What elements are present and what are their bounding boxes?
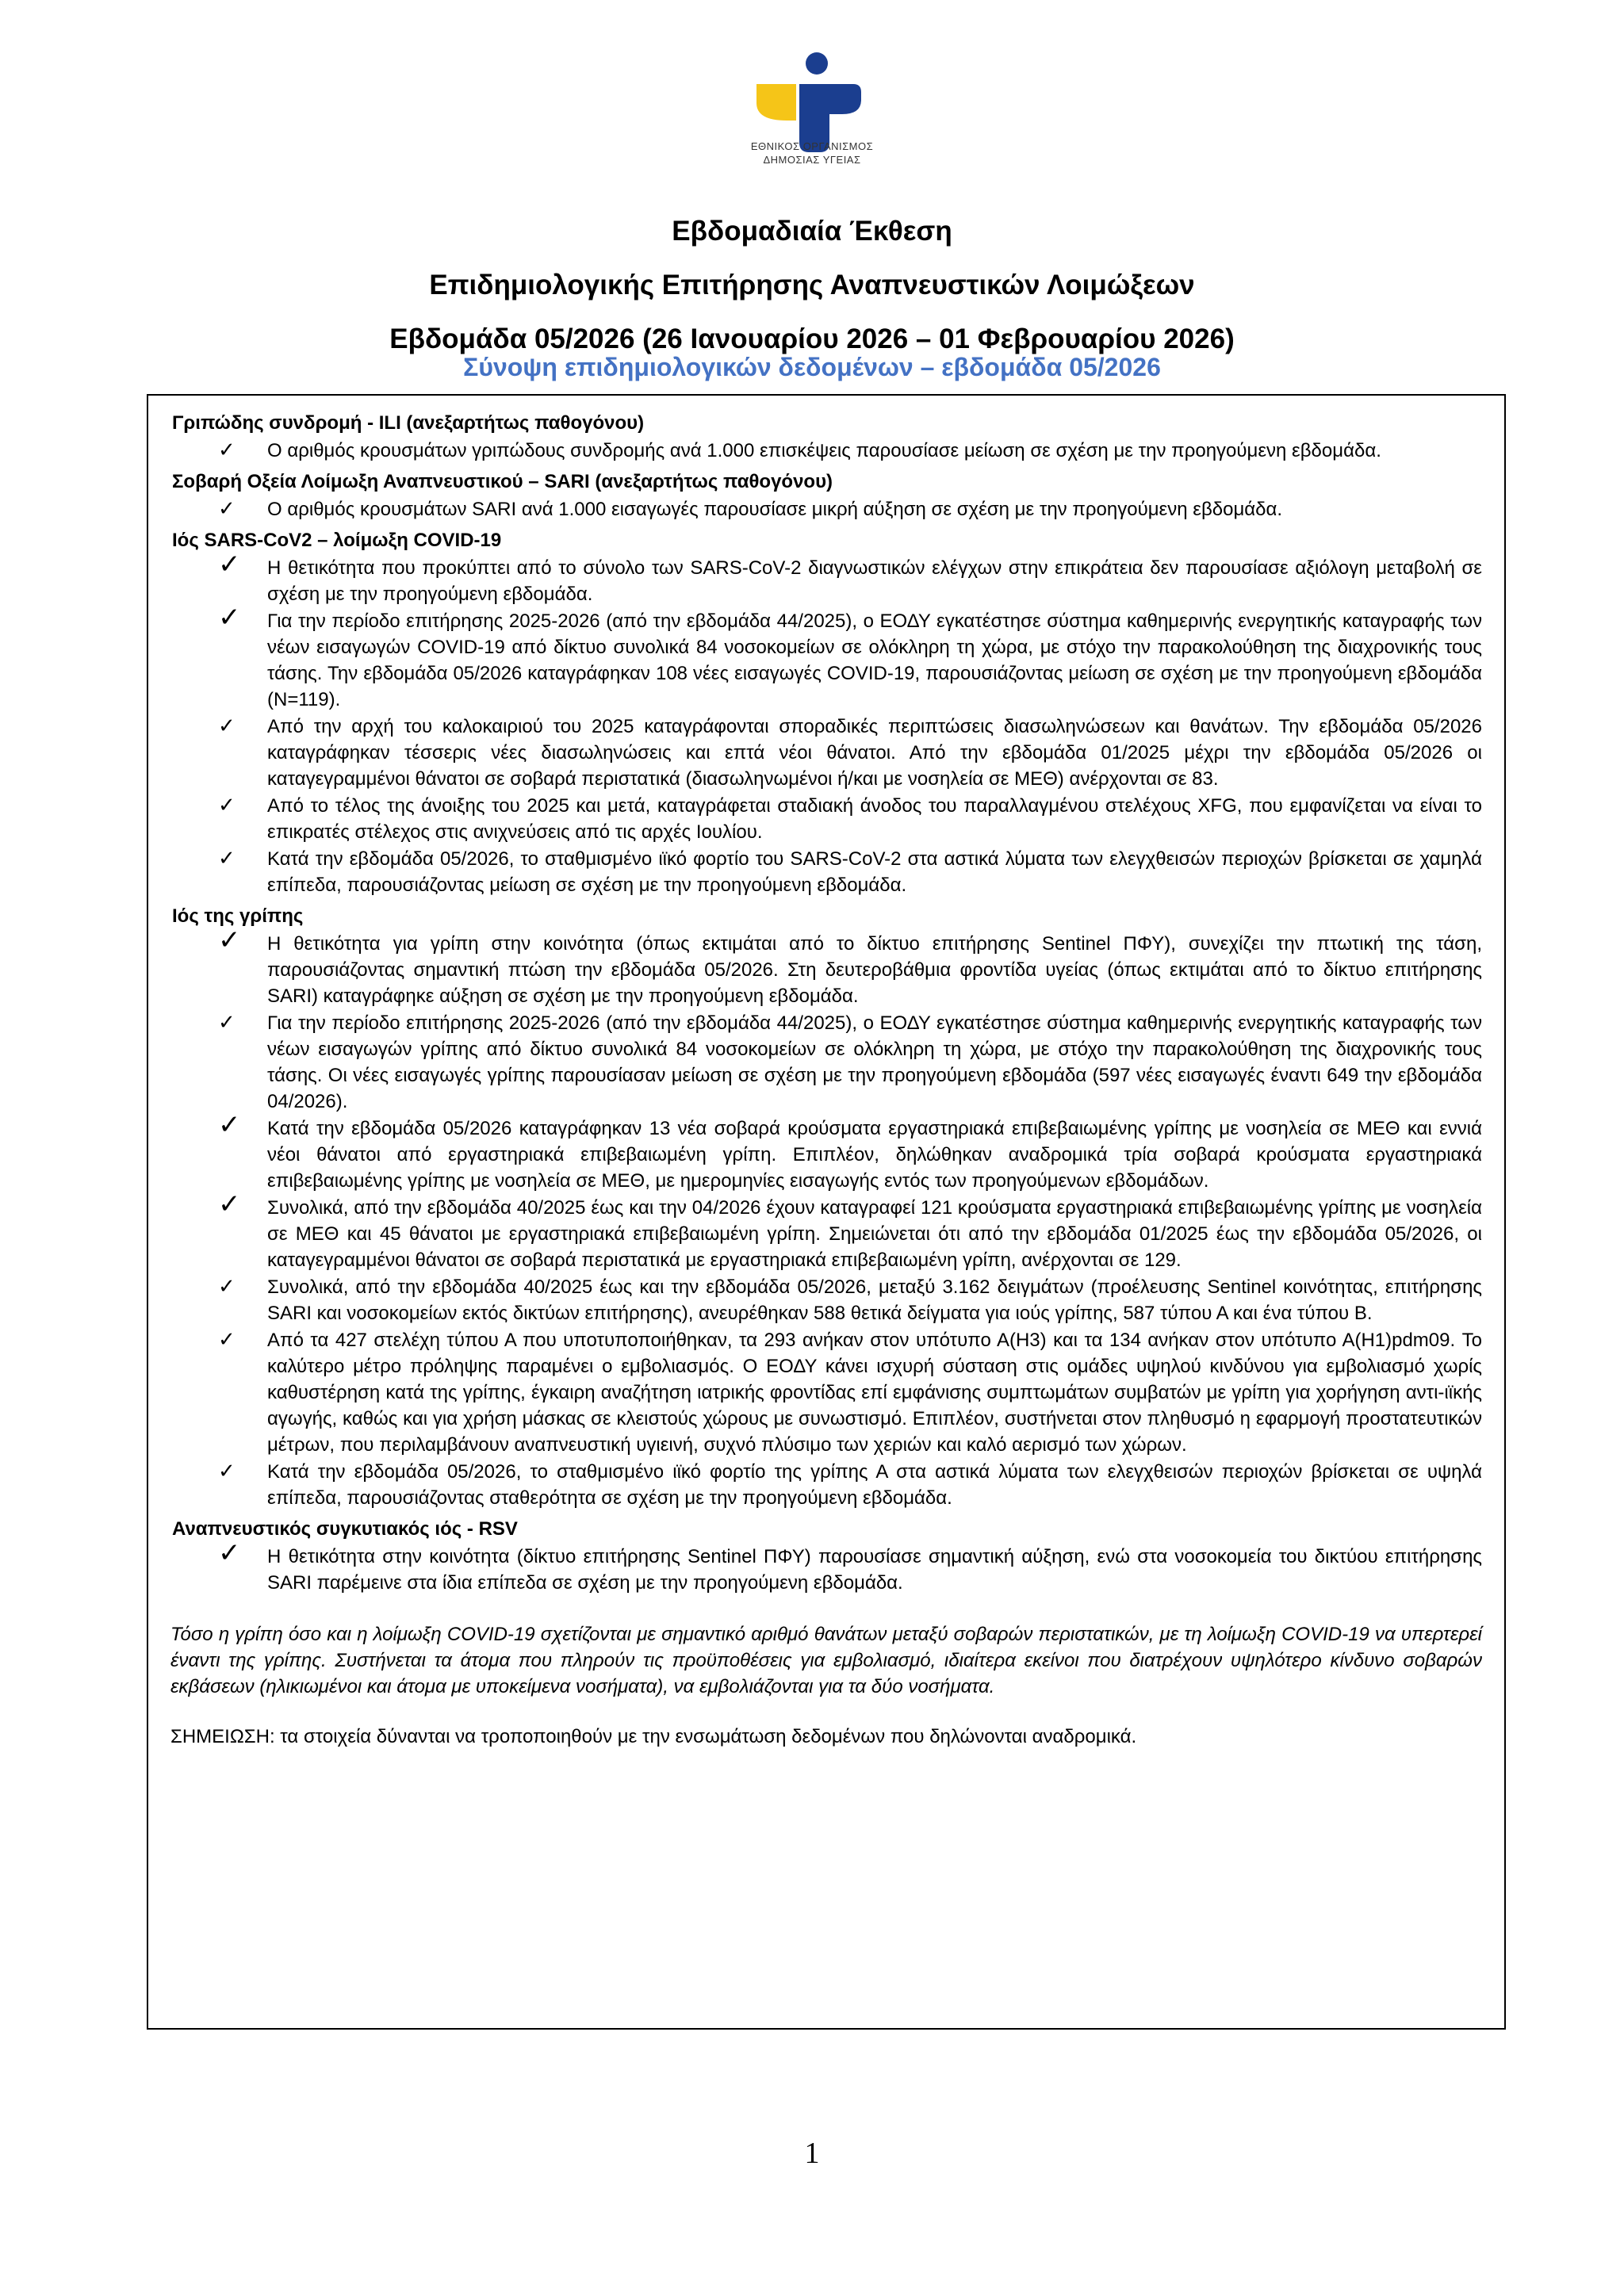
list-item (170, 846, 1482, 898)
list-item (170, 1188, 1482, 1273)
logo-caption-line1: ΕΘΝΙΚΟΣ ΟΡΓΑΝΙΣΜΟΣ (750, 140, 874, 152)
list-item (170, 793, 1482, 845)
list-item (170, 1274, 1482, 1326)
list-item-text: Από τα 427 στελέχη τύπου Α που υποτυποποιήθηκαν, τα 293 ανήκαν στον υπότυπο Α(Η3) και τα 134 ανήκαν στον υπότυπο Α(Η1)pdm09. Το καλύτερο μέτρο πρόληψης παραμένει ο εμβολιασμός. Ο ΕΟΔΥ κάνει ισχυρή σύσταση στις ομάδες υψηλού κινδύνου για εμβολιασμό χωρίς καθυστέρηση κατά της γρίπης, έγκαιρη αναζήτηση ιατρικής φροντίδας επί εμφάνισης συμπτωμάτων συμβατών με γρίπη για χορήγηση αντι-ιϊκής αγωγής, καθώς και για χρήση μάσκας σε κλειστούς χώρους με συνωστισμό. Επιπλέον, συστήνεται στον πληθυσμό η εφαρμογή προστατευτικών μέτρων, που περιλαμβάνουν αναπνευστική υγιεινή, συχνό πλύσιμο των χεριών και καλό αερισμό των χώρων. (267, 1330, 1482, 1456)
report-subtitle: Σύνοψη επιδημιολογικών δεδομένων – εβδομάδα 05/2026 (463, 353, 1161, 381)
list-item (170, 602, 1482, 713)
list-item-text: Η θετικότητα για γρίπη στην κοινότητα (όπως εκτιμάται από το δίκτυο επιτήρησης Sentinel ΠΦΥ), συνεχίζει την πτωτική της τάση, παρουσιάζοντας σημαντική πτώση την εβδομάδα 05/2026. Στη δευτεροβάθμια φροντίδα υγείας (όπως εκτιμάται από το δίκτυο επιτήρησης SARI) καταγράφηκε αύξηση σε σχέση με την προηγούμενη εβδομάδα. (267, 933, 1482, 1007)
checkmark-icon: ✓ (218, 1328, 236, 1352)
disclaimer-note: ΣΗΜΕΙΩΣΗ: τα στοιχεία δύνανται να τροποποιηθούν με την ενσωμάτωση δεδομένων που δηλώνονται αναδρομικά. (170, 1726, 1137, 1747)
list-item (170, 1537, 1482, 1596)
checkmark-icon: ✓ (218, 549, 241, 580)
report-title (0, 205, 1624, 366)
summary-box (147, 394, 1506, 2030)
list-item-text: Για την περίοδο επιτήρησης 2025-2026 (από την εβδομάδα 44/2025), ο ΕΟΔΥ εγκατέστησε σύστημα καθημερινής ενεργητικής καταγραφής των νέων εισαγωγών γρίπης από δίκτυο συνολικά 84 νοσοκομείων σε ολόκληρη τη χώρα, με στόχο την παρακολούθηση της διαχρονικής τους τάσης. Οι νέες εισαγωγές γρίπης παρουσίασαν μείωση σε σχέση με την προηγούμενη εβδομάδα (597 νέες εισαγωγές έναντι 649 την εβδομάδα 04/2026). (267, 1012, 1482, 1112)
section-heading-sari: Σοβαρή Οξεία Λοίμωξη Αναπνευστικού – SARI (ανεξαρτήτως παθογόνου) (172, 471, 833, 492)
list-item-text: Κατά την εβδομάδα 05/2026 καταγράφηκαν 13 νέα σοβαρά κρούσματα εργαστηριακά επιβεβαιωμένης γρίπης με νοσηλεία σε ΜΕΘ και εννιά νέοι θάνατοι από εργαστηριακά επιβεβαιωμένη γρίπη. Επιπλέον, δηλώθηκαν αναδρομικά τρία σοβαρά κρούσματα εργαστηριακά επιβεβαιωμένης γρίπης με νοσηλεία σε ΜΕΘ, με ημερομηνίες εισαγωγής εντός των προηγούμενων εβδομάδων. (267, 1118, 1482, 1192)
checkmark-icon: ✓ (218, 602, 241, 633)
section-list-sari (170, 496, 1482, 522)
checkmark-icon: ✓ (218, 1188, 241, 1220)
list-item (170, 714, 1482, 792)
section-list-rsv (170, 1537, 1482, 1596)
list-item (170, 924, 1482, 1009)
section-list-ili (170, 438, 1482, 464)
list-item-text: Κατά την εβδομάδα 05/2026, το σταθμισμένο ιϊκό φορτίο του SARS-CoV-2 στα αστικά λύματα των ελεγχθεισών περιοχών βρίσκεται σε χαμηλά επίπεδα, παρουσιάζοντας μείωση σε σχέση με την προηγούμενη εβδομάδα. (267, 848, 1482, 896)
logo-blue-dot (806, 52, 828, 75)
list-item (170, 1010, 1482, 1115)
list-item-text: Συνολικά, από την εβδομάδα 40/2025 έως και την 04/2026 έχουν καταγραφεί 121 κρούσματα εργαστηριακά επιβεβαιωμένης γρίπης με νοσηλεία σε ΜΕΘ και 45 θάνατοι με εργαστηριακά επιβεβαιωμένη γρίπη. Σημειώνεται ότι από την εβδομάδα 01/2025 έως την εβδομάδα 05/2026, οι καταγεγραμμένοι θάνατοι σε σοβαρά περιστατικά με εργαστηριακά επιβεβαιωμένη γρίπη, ανέρχονται σε 129. (267, 1197, 1482, 1271)
section-list-covid (170, 549, 1482, 898)
logo-caption-line2: ΔΗΜΟΣΙΑΣ ΥΓΕΙΑΣ (763, 154, 861, 166)
list-item-text: Από το τέλος της άνοιξης του 2025 και μετά, καταγράφεται σταδιακή άνοδος του παραλλαγμένου στελέχους XFG, που εμφανίζεται να είναι το επικρατές στέλεχος στις ανιχνεύσεις από τις αρχές Ιουλίου. (267, 795, 1482, 843)
page-number: 1 (804, 2137, 820, 2170)
section-heading-influenza: Ιός της γρίπης (172, 905, 304, 927)
title-line-2: Επιδημιολογικής Επιτήρησης Αναπνευστικών Λοιμώξεων (429, 270, 1195, 300)
list-item-text: Για την περίοδο επιτήρησης 2025-2026 (από την εβδομάδα 44/2025), ο ΕΟΔΥ εγκατέστησε σύστημα καθημερινής ενεργητικής καταγραφής των νέων εισαγωγών COVID-19 από δίκτυο συνολικά 84 νοσοκομείων σε ολόκληρη τη χώρα, με στόχο την παρακολούθηση της διαχρονικής τους τάσης. Την εβδομάδα 05/2026 καταγράφηκαν 108 νέες εισαγωγές COVID-19, παρουσιάζοντας μείωση σε σχέση με την προηγούμενη εβδομάδα (N=119). (267, 610, 1482, 710)
list-item (170, 1109, 1482, 1194)
list-item (170, 1459, 1482, 1511)
checkmark-icon: ✓ (218, 438, 236, 462)
list-item (170, 496, 1482, 522)
section-heading-ili: Γριπώδης συνδρομή - ILI (ανεξαρτήτως παθογόνου) (172, 412, 645, 434)
checkmark-icon: ✓ (218, 1537, 241, 1569)
checkmark-icon: ✓ (218, 924, 241, 956)
list-item (170, 1327, 1482, 1458)
checkmark-icon: ✓ (218, 1011, 236, 1035)
checkmark-icon: ✓ (218, 1460, 236, 1483)
checkmark-icon: ✓ (218, 1109, 241, 1141)
list-item (170, 549, 1482, 607)
title-line-1: Εβδομαδιαία Έκθεση (672, 216, 952, 247)
list-item-text: Κατά την εβδομάδα 05/2026, το σταθμισμένο ιϊκό φορτίο της γρίπης Α στα αστικά λύματα των ελεγχθεισών περιοχών βρίσκεται σε υψηλά επίπεδα, παρουσιάζοντας σταθερότητα σε σχέση με την προηγούμενη εβδομάδα. (267, 1461, 1482, 1509)
list-item-text: Η θετικότητα στην κοινότητα (δίκτυο επιτήρησης Sentinel ΠΦΥ) παρουσίασε σημαντική αύξηση, ενώ στα νοσοκομεία του δικτύου επιτήρησης SARI παρέμεινε στα ίδια επίπεδα σε σχέση με την προηγούμενη εβδομάδα. (267, 1546, 1482, 1594)
checkmark-icon: ✓ (218, 794, 236, 817)
list-item (170, 438, 1482, 464)
list-item-text: Ο αριθμός κρουσμάτων SARI ανά 1.000 εισαγωγές παρουσίασε μικρή αύξηση σε σχέση με την προηγούμενη εβδομάδα. (267, 499, 1283, 520)
section-list-influenza (170, 924, 1482, 1511)
section-heading-covid: Ιός SARS-CoV2 – λοίμωξη COVID-19 (172, 530, 502, 551)
checkmark-icon: ✓ (218, 497, 236, 521)
recommendation-note: Τόσο η γρίπη όσο και η λοίμωξη COVID-19 σχετίζονται με σημαντικό αριθμό θανάτων μεταξύ σοβαρών περιστατικών, με τη λοίμωξη COVID-19 να υπερτερεί έναντι της γρίπης. Συστήνεται τα άτομα που πληρούν τις προϋποθέσεις για εμβολιασμό, ιδιαίτερα εκείνοι που διατρέχουν υψηλότερο κίνδυνο σοβαρών εκβάσεων (ηλικιωμένοι και άτομα με υποκείμενα νοσήματα), να εμβολιάζονται για τα δύο νοσήματα. (170, 1624, 1482, 1697)
list-item-text: Συνολικά, από την εβδομάδα 40/2025 έως και την εβδομάδα 05/2026, μεταξύ 3.162 δειγμάτων (προέλευσης Sentinel κοινότητας, επιτήρησης SARI και νοσοκομείων εκτός δικτύων επιτήρησης), ανευρέθηκαν 588 θετικά δείγματα για ιούς γρίπης, 587 τύπου Α και ένα τύπου Β. (267, 1276, 1482, 1324)
logo-yellow-arm (756, 84, 796, 121)
logo-caption (730, 140, 894, 166)
checkmark-icon: ✓ (218, 714, 236, 738)
list-item-text: Η θετικότητα που προκύπτει από το σύνολο των SARS-CoV-2 διαγνωστικών ελέγχων στην επικράτεια δεν παρουσίασε αξιόλογη μεταβολή σε σχέση με την προηγούμενη εβδομάδα. (267, 557, 1482, 605)
checkmark-icon: ✓ (218, 847, 236, 871)
title-line-3: Εβδομάδα 05/2026 (26 Ιανουαρίου 2026 – 01 Φεβρουαρίου 2026) (389, 323, 1235, 354)
checkmark-icon: ✓ (218, 1275, 236, 1299)
list-item-text: Από την αρχή του καλοκαιριού του 2025 καταγράφονται σποραδικές περιπτώσεις διασωληνώσεων και θανάτων. Την εβδομάδα 05/2026 καταγράφηκαν τέσσερις νέες διασωληνώσεις και επτά νέοι θάνατοι. Από την εβδομάδα 01/2025 μέχρι την εβδομάδα 05/2026 οι καταγεγραμμένοι θάνατοι σε σοβαρά περιστατικά (διασωληνωμένοι ή/και με νοσηλεία σε ΜΕΘ) ανέρχονται σε 83. (267, 716, 1482, 790)
list-item-text: Ο αριθμός κρουσμάτων γριπώδους συνδρομής ανά 1.000 επισκέψεις παρουσίασε μείωση σε σχέση με την προηγούμενη εβδομάδα. (267, 440, 1381, 461)
section-heading-rsv: Αναπνευστικός συγκυτιακός ιός - RSV (172, 1518, 518, 1540)
